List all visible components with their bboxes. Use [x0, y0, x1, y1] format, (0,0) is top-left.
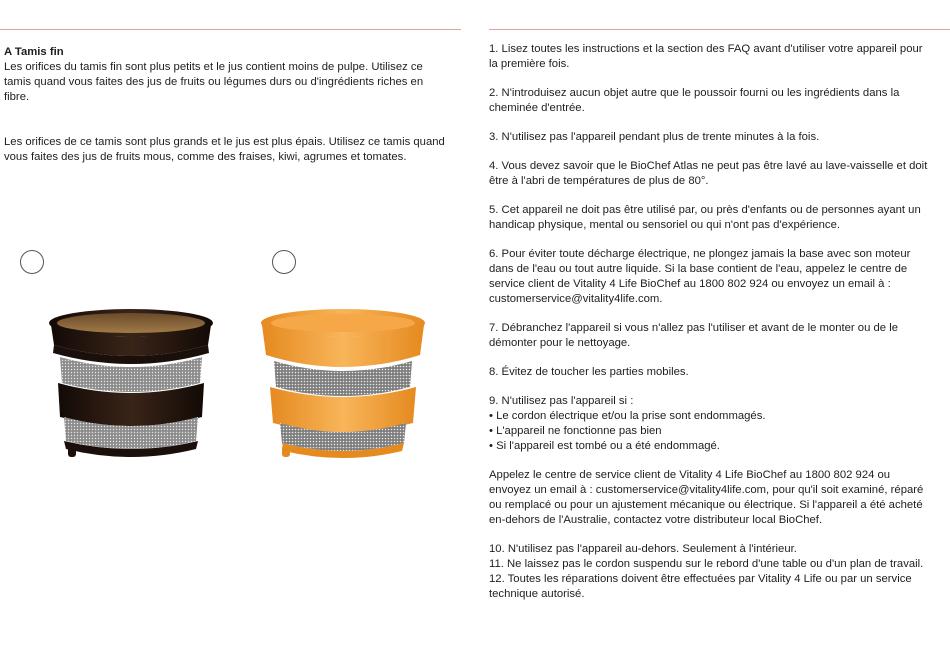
service-contact-paragraph: Appelez le centre de service client de Vitality 4 Life BioChef au 1800 802 924 ou envoyez un email à : customerservice@vitality4life.com, pour qu'il soit examiné, réparé ou remplacé ou pour un ajustement mécanique ou électrique. Si l'appareil a été acheté en-dehors de l'Australie, contactez votre distributeur local BioChef.	[489, 469, 924, 526]
fine-strainer-image	[46, 305, 216, 463]
right-top-rule	[489, 29, 950, 30]
safety-item-12: 12. Toutes les réparations doivent être effectuées par Vitality 4 Life ou par un service technique autorisé.	[489, 573, 912, 600]
safety-item-6: 6. Pour éviter toute décharge électrique, ne plongez jamais la base avec son moteur dans de l'eau ou tout autre liquide. Si la base contient de l'eau, appelez le centre de service client de Vitality 4 Life BioChef au 1800 802 924 ou envoyez un email à : customerservice@vitality4life.com.	[489, 248, 911, 305]
safety-item-3: 3. N'utilisez pas l'appareil pendant plus de trente minutes à la fois.	[489, 131, 820, 143]
section-heading: A Tamis fin	[4, 46, 64, 58]
safety-item-9-bullet: • Le cordon électrique et/ou la prise sont endommagés.	[489, 410, 766, 422]
fine-strainer-description: Les orifices du tamis fin sont plus petits et le jus contient moins de pulpe. Utilisez ce tamis quand vous faites des jus de fruits ou légumes durs ou d'ingrédients riches en fibre.	[4, 61, 424, 103]
right-column	[489, 42, 933, 602]
left-top-rule	[0, 29, 461, 30]
safety-item-2: 2. N'introduisez aucun objet autre que le poussoir fourni ou les ingrédients dans la cheminée d'entrée.	[489, 87, 900, 114]
safety-item-9-bullet: • Si l'appareil est tombé ou a été endommagé.	[489, 440, 720, 452]
safety-item-10: 10. N'utilisez pas l'appareil au-dehors. Seulement à l'intérieur.	[489, 543, 797, 555]
safety-item-1: 1. Lisez toutes les instructions et la section des FAQ avant d'utiliser votre appareil pour la première fois.	[489, 43, 923, 70]
safety-item-11: 11. Ne laissez pas le cordon suspendu sur le rebord d'une table ou d'un plan de travail.	[489, 558, 924, 570]
coarse-strainer-image	[258, 305, 428, 463]
safety-item-9-title: 9. N'utilisez pas l'appareil si :	[489, 395, 634, 407]
safety-item-8: 8. Évitez de toucher les parties mobiles.	[489, 366, 689, 378]
left-column	[4, 45, 448, 165]
coarse-strainer-description: Les orifices de ce tamis sont plus grands et le jus est plus épais. Utilisez ce tamis quand vous faites des jus de fruits mous, comme des fraises, kiwi, agrumes et tomates.	[4, 136, 445, 163]
safety-item-9-bullet: • L'appareil ne fonctionne pas bien	[489, 425, 662, 437]
safety-item-4: 4. Vous devez savoir que le BioChef Atlas ne peut pas être lavé au lave-vaisselle et doit être à l'abri de températures de plus de 80°.	[489, 160, 928, 187]
callout-circle-fine	[20, 250, 44, 274]
safety-item-7: 7. Débranchez l'appareil si vous n'allez pas l'utiliser et avant de le monter ou de le démonter pour le nettoyage.	[489, 322, 898, 349]
safety-item-5: 5. Cet appareil ne doit pas être utilisé par, ou près d'enfants ou de personnes ayant un handicap physique, mental ou sensoriel ou qui n'ont pas d'expérience.	[489, 204, 921, 231]
callout-circle-coarse	[272, 250, 296, 274]
